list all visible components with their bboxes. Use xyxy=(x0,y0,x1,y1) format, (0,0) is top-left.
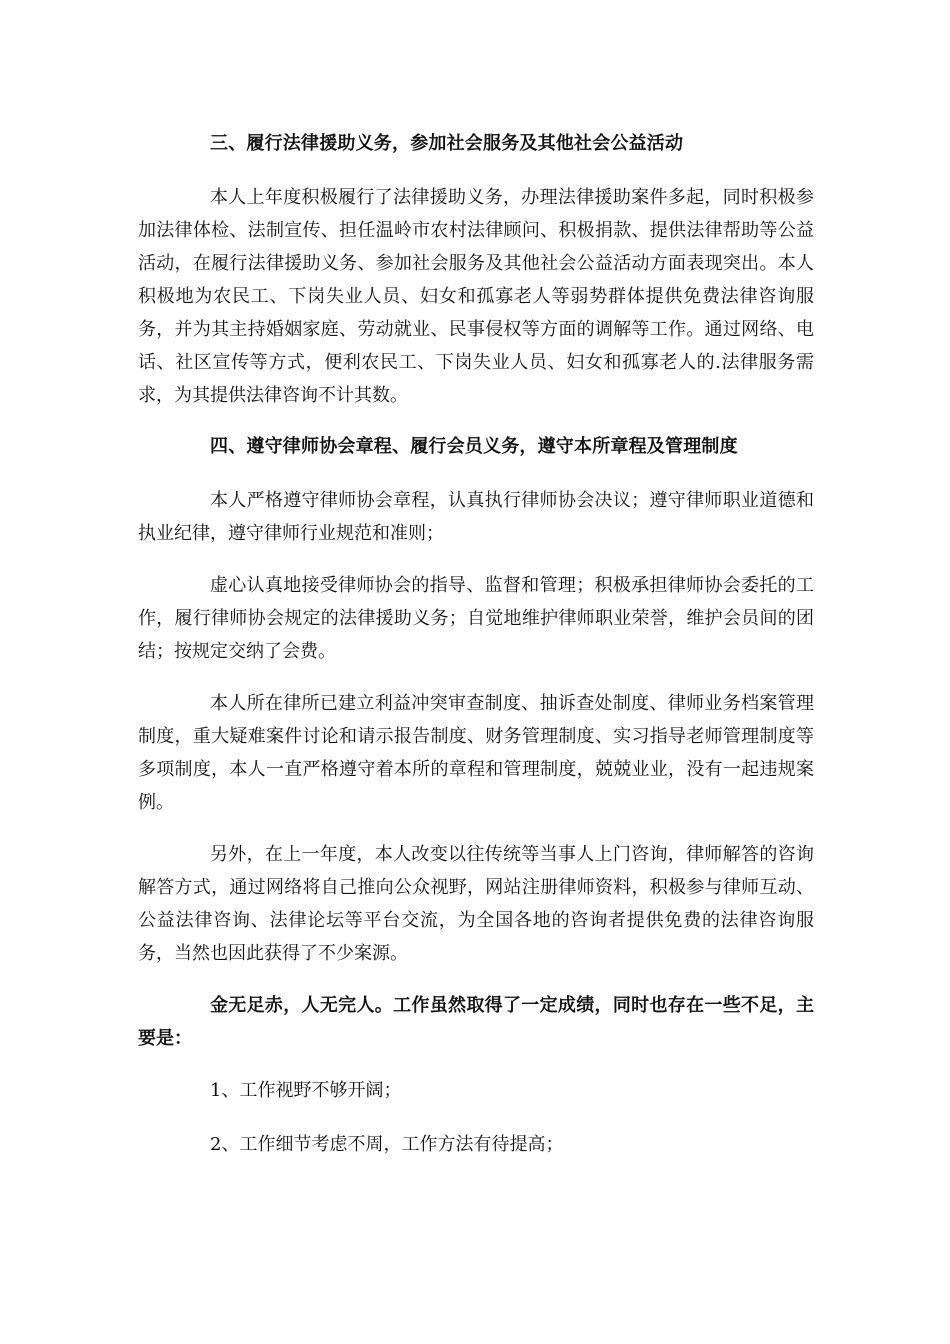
section-3-heading: 三、履行法律援助义务，参加社会服务及其他社会公益活动 xyxy=(210,133,684,154)
section-4-heading: 四、遵守律师协会章程、履行会员义务，遵守本所章程及管理制度 xyxy=(210,436,738,457)
section-3-paragraph: 本人上年度积极履行了法律援助义务，办理法律援助案件多起，同时积极参加法律体检、法制宣传、担任温岭市农村法律顾问、积极捐款、提供法律帮助等公益活动，在履行法律援助义务、参加社会服务及其他社会公益活动方面表现突出。本人积极地为农民工、下岗失业人员、妇女和孤寡老人等弱势群体提供免费法律咨询服务，并为其主持婚姻家庭、劳动就业、民事侵权等方面的调解等工作。通过网络、电话、社区宣传等方式，便利农民工、下岗失业人员、妇女和孤寡老人的.法律服务需求，为其提供法律咨询不计其数。 xyxy=(138,187,814,406)
shortcoming-item-2: 2、工作细节考虑不周，工作方法有待提高； xyxy=(210,1134,564,1155)
section-4-paragraph-2: 虚心认真地接受律师协会的指导、监督和管理；积极承担律师协会委托的工作，履行律师协会规定的法律援助义务；自觉地维护律师职业荣誉，维护会员间的团结；按规定交纳了会费。 xyxy=(138,575,814,662)
shortcoming-item-1: 1、工作视野不够开阔； xyxy=(210,1080,402,1101)
section-4-paragraph-4: 另外，在上一年度，本人改变以往传统等当事人上门咨询，律师解答的咨询解答方式，通过网络将自己推向公众视野，网站注册律师资料，积极参与律师互动、公益法律咨询、法律论坛等平台交流，为全国各地的咨询者提供免费的法律咨询服务，当然也因此获得了不少案源。 xyxy=(138,844,814,964)
section-4-paragraph-1: 本人严格遵守律师协会章程，认真执行律师协会决议；遵守律师职业道德和执业纪律，遵守律师行业规范和准则； xyxy=(138,490,814,544)
document-page xyxy=(138,128,814,1182)
shortcomings-intro: 金无足赤，人无完人。工作虽然取得了一定成绩，同时也存在一些不足，主要是： xyxy=(138,995,814,1049)
section-4-paragraph-3: 本人所在律所已建立利益冲突审查制度、抽诉查处制度、律师业务档案管理制度，重大疑难案件讨论和请示报告制度、财务管理制度、实习指导老师管理制度等多项制度，本人一直严格遵守着本所的章程和管理制度，兢兢业业，没有一起违规案例。 xyxy=(138,693,814,813)
